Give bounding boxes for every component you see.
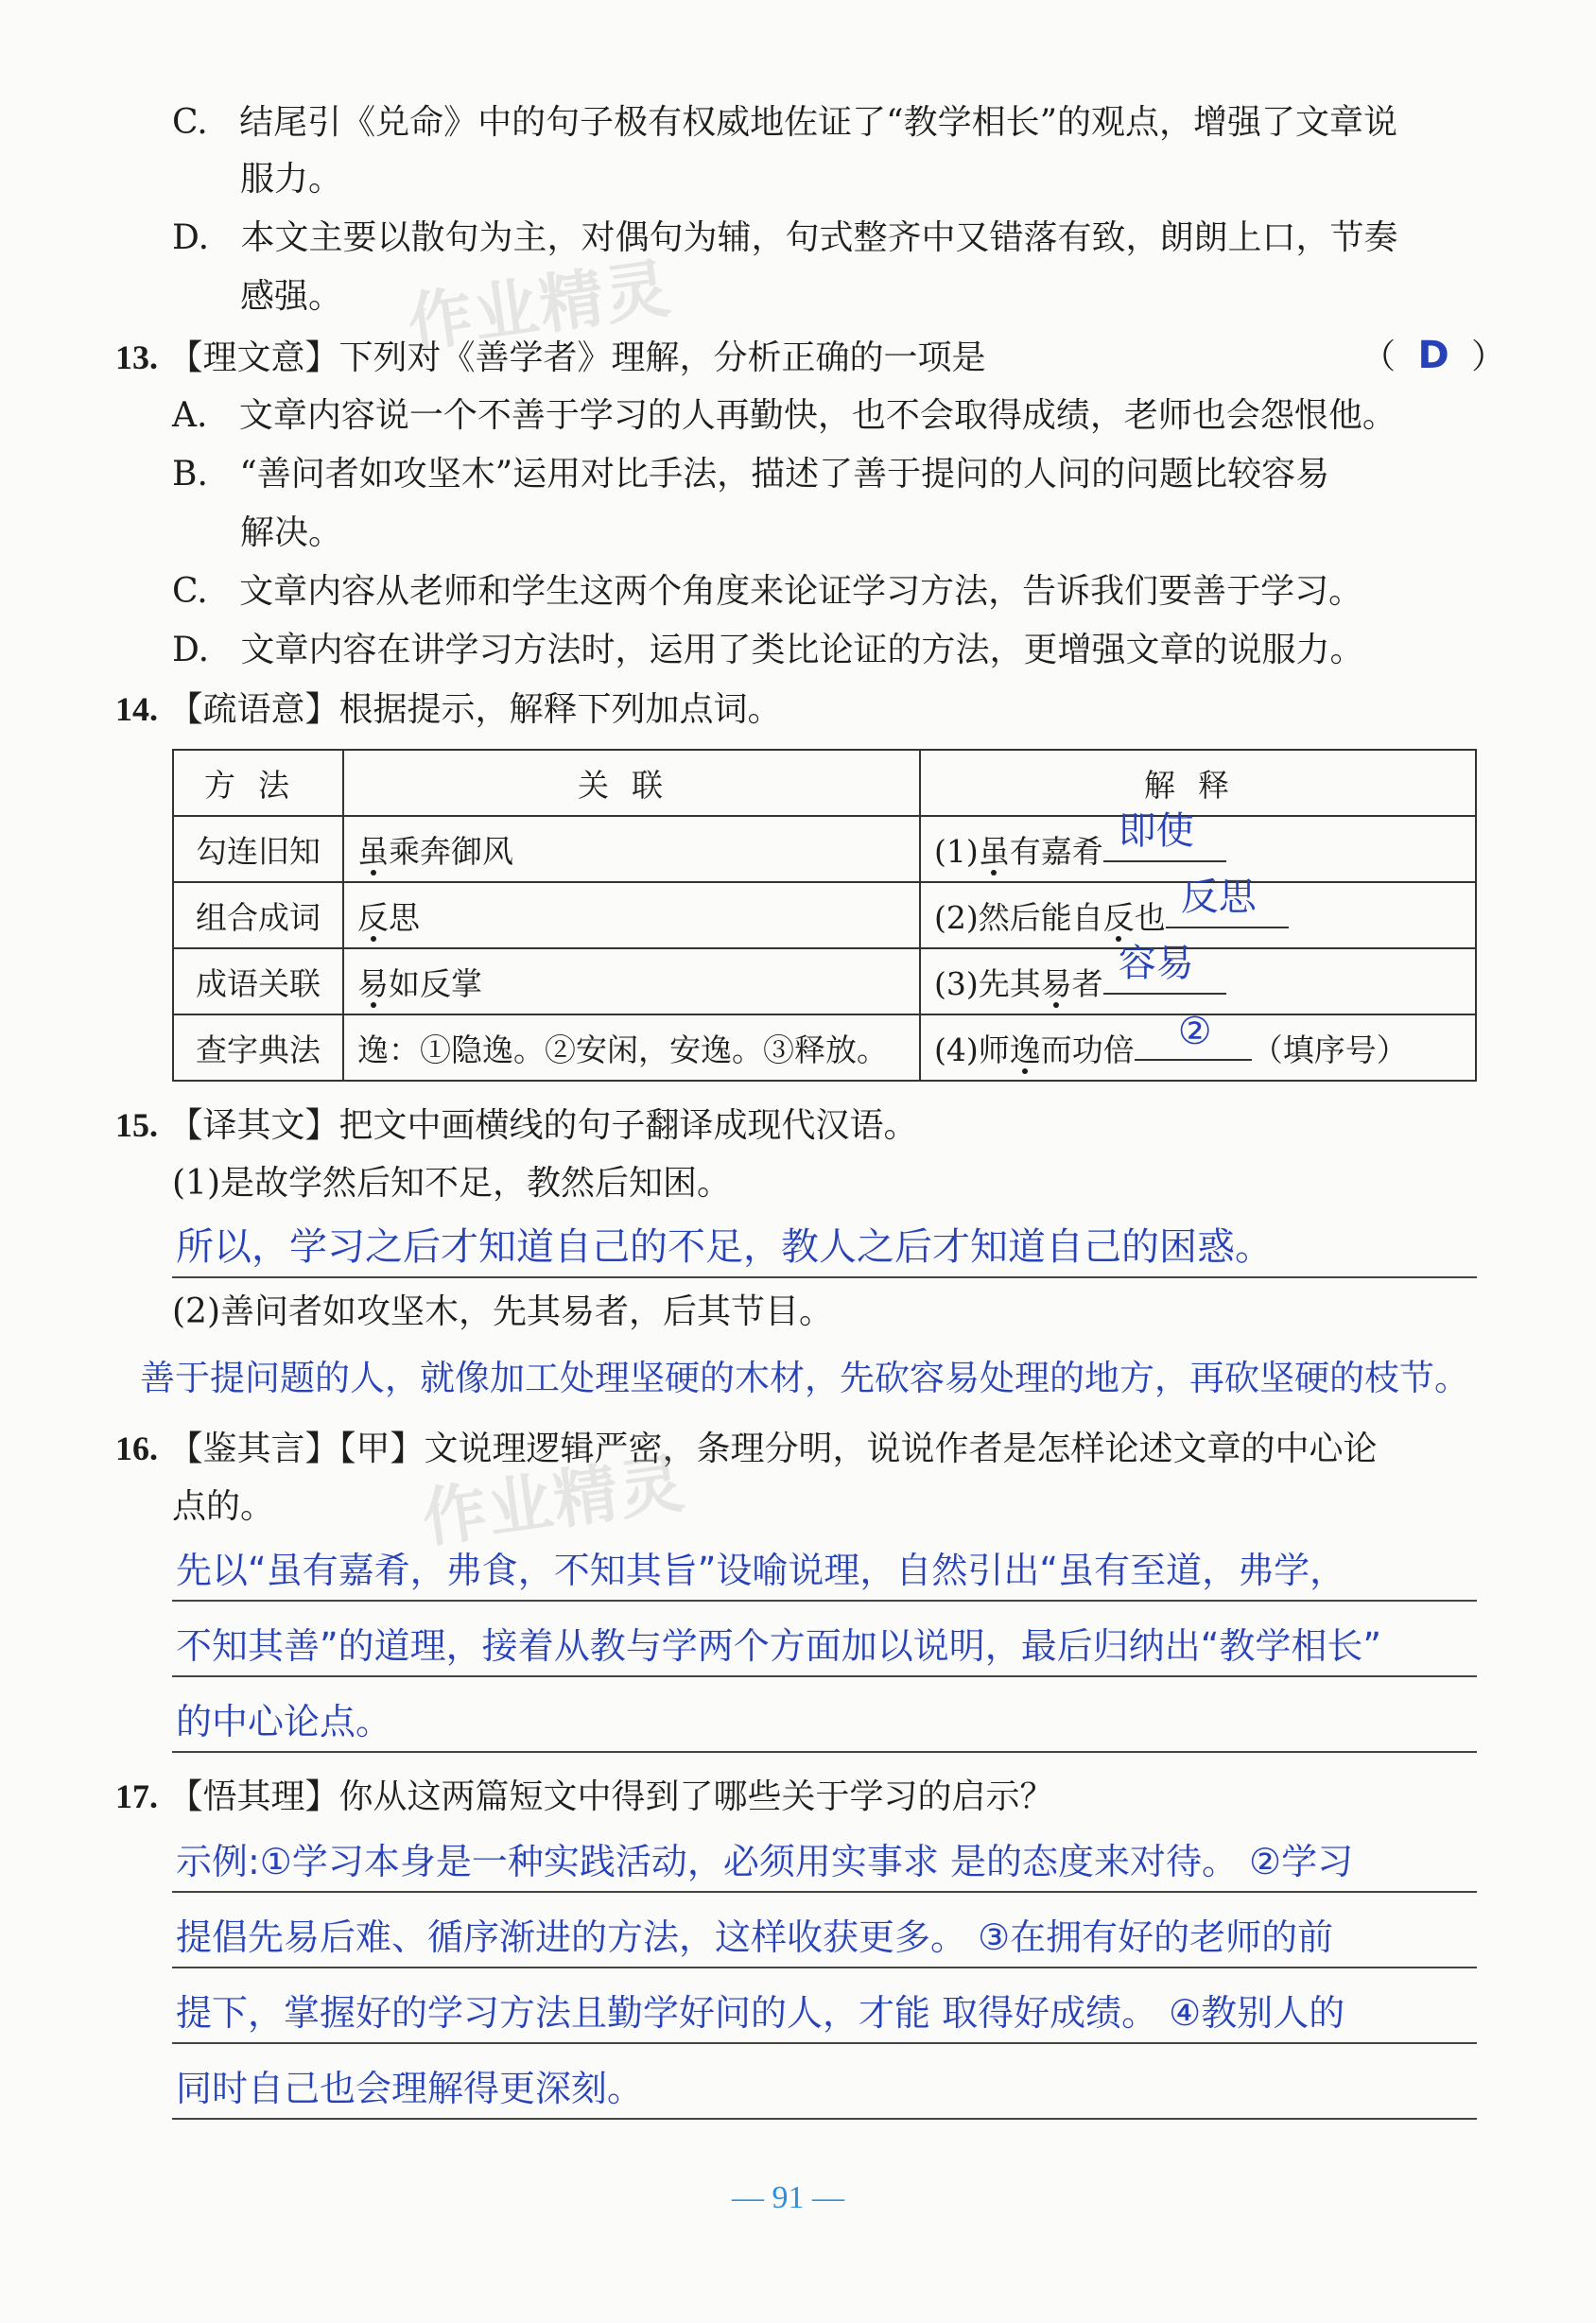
option-label: A. (172, 396, 208, 435)
explanation-suffix: 有嘉肴 (1009, 832, 1103, 870)
handwritten-answer: 反思 (1180, 875, 1257, 919)
handwritten-answer: 示例:①学习本身是一种实践活动，必须用实事求 是的态度来对待。 ②学习 (176, 1841, 1354, 1882)
question-number: 17. (115, 1777, 158, 1815)
dotted-char: 反 (1102, 898, 1135, 936)
explanation-suffix: 者 (1071, 964, 1103, 1002)
option-text-continued: 服力。 (240, 160, 343, 199)
q15-sentence-1: (1)是故学然后知不足，教然后知困。 (172, 1164, 731, 1203)
keyword-table (172, 749, 1477, 1082)
dotted-char: 易 (1040, 964, 1072, 1002)
method-cell: 成语关联 (173, 948, 343, 1014)
q13-answer-paren (1362, 335, 1505, 378)
option-label: D. (172, 631, 210, 669)
explanation-prefix: (3)先其 (934, 964, 1041, 1002)
relation-cell (343, 948, 920, 1014)
option-label: D. (172, 218, 210, 257)
question-number: 16. (115, 1430, 158, 1467)
question-text: 【理文意】下列对《善学者》理解，分析正确的一项是 (168, 338, 986, 377)
option-text: 文章内容从老师和学生这两个角度来论证学习方法，告诉我们要善于学习。 (239, 572, 1363, 611)
answer-blank (1166, 875, 1289, 928)
answer-blank (1103, 808, 1226, 862)
option-label: C. (172, 572, 208, 611)
dotted-char: 反 (357, 898, 389, 936)
dotted-char: 虽 (978, 832, 1010, 870)
relation-text: 如反掌 (389, 964, 482, 1002)
table-row (173, 816, 1476, 882)
q13-option-b (172, 454, 1329, 495)
question-text: 【鉴其言】【甲】文说理逻辑严密，条理分明，说说作者是怎样论述文章的中心论 (168, 1430, 1378, 1468)
method-cell: 查字典法 (173, 1014, 343, 1081)
explanation-suffix: 也 (1134, 898, 1166, 936)
answer-blank (1135, 1009, 1252, 1061)
explanation-prefix: (1) (934, 832, 979, 870)
handwritten-answer: 先以“虽有嘉肴，弗食，不知其旨”设喻说理，自然引出“虽有至道，弗学， (176, 1550, 1346, 1591)
table-row (173, 882, 1476, 948)
paren-close: ） (1471, 338, 1506, 376)
header-relation: 关联 (343, 750, 920, 816)
answer-line (172, 1967, 1477, 1968)
question-number: 13. (115, 338, 158, 376)
option-text: 文章内容说一个不善于学习的人再勤快，也不会取得成绩，老师也会怨恨他。 (238, 396, 1396, 435)
dotted-char: 逸 (1009, 1031, 1041, 1068)
explanation-prefix: (2)然后能自 (934, 898, 1103, 936)
q13-option-a (172, 395, 1396, 437)
handwritten-answer: 不知其善”的道理，接着从教与学两个方面加以说明，最后归纳出“教学相长” (176, 1625, 1382, 1667)
question-number: 14. (115, 690, 158, 728)
method-cell: 勾连旧知 (173, 816, 343, 882)
explanation-prefix: (4)师 (934, 1031, 1010, 1068)
q13-option-c (172, 571, 1362, 613)
relation-cell (343, 1014, 920, 1081)
question-number: 15. (115, 1106, 158, 1144)
fill-hint: （填序号） (1251, 1031, 1408, 1068)
answer-line (172, 1751, 1477, 1753)
q16-stem (115, 1428, 1377, 1470)
page-number: — 91 — (732, 2180, 844, 2215)
q17-stem (115, 1776, 1053, 1818)
q14-stem (115, 688, 781, 731)
table-header-row (173, 750, 1476, 816)
dotted-char: 易 (357, 964, 389, 1002)
header-method: 方法 (173, 750, 343, 816)
answer-line (172, 2042, 1477, 2044)
answer-line (172, 1276, 1477, 1278)
question-text: 【译其文】把文中画横线的句子翻译成现代汉语。 (168, 1106, 918, 1145)
question-text: 【疏语意】根据提示，解释下列加点词。 (168, 690, 782, 729)
q13-stem (115, 337, 985, 379)
watermark: 作业精灵 (417, 1446, 690, 1558)
relation-text: 乘奔御风 (389, 832, 513, 870)
method-cell: 组合成词 (173, 882, 343, 948)
option-label: B. (172, 455, 208, 494)
answer-line (172, 2118, 1477, 2120)
option-label: C. (172, 103, 208, 142)
header-explanation: 解释 (920, 750, 1476, 816)
table-row (173, 1014, 1476, 1081)
table-row (173, 948, 1476, 1014)
q15-stem (115, 1104, 917, 1147)
option-text-continued: 解决。 (240, 513, 343, 552)
q13-option-d (172, 630, 1364, 671)
handwritten-answer: 同时自己也会理解得更深刻。 (176, 2068, 644, 2109)
relation-text: 逸：①隐逸。②安闲，安逸。③释放。 (357, 1031, 888, 1068)
answer-line (172, 1675, 1477, 1677)
option-text: 本文主要以散句为主，对偶句为辅，句式整齐中又错落有致，朗朗上口，节奏 (240, 218, 1398, 257)
option-text: 文章内容在讲学习方法时，运用了类比论证的方法，更增强文章的说服力。 (240, 631, 1364, 669)
handwritten-answer: 善于提问题的人，就像加工处理坚硬的木材，先砍容易处理的地方，再砍坚硬的枝节。 (140, 1358, 1469, 1398)
paren-open: （ (1362, 338, 1396, 376)
option-text-continued: 感强。 (240, 277, 343, 316)
explanation-cell (920, 875, 1476, 948)
option-text: “善问者如攻坚木”运用对比手法，描述了善于提问的人问的问题比较容易 (239, 455, 1330, 494)
question-text: 【悟其理】你从这两篇短文中得到了哪些关于学习的启示？ (168, 1777, 1054, 1816)
watermark: 作业精灵 (403, 251, 676, 363)
explanation-cell (920, 941, 1476, 1014)
handwritten-answer: 提倡先易后难、循序渐进的方法，这样收获更多。 ③在拥有好的老师的前 (176, 1916, 1334, 1958)
handwritten-answer: 容易 (1118, 941, 1194, 985)
q12-option-c (172, 102, 1397, 144)
relation-text: 思 (389, 898, 420, 936)
handwritten-answer: 提下，掌握好的学习方法且勤学好问的人，才能 取得好成绩。 ④教别人的 (176, 1992, 1345, 2034)
handwritten-answer: D (1417, 334, 1449, 377)
handwritten-answer: 即使 (1118, 808, 1194, 853)
handwritten-answer: 的中心论点。 (176, 1701, 392, 1742)
explanation-cell (920, 1009, 1476, 1081)
q15-sentence-2: (2)善问者如攻坚木，先其易者，后其节目。 (172, 1292, 833, 1331)
relation-cell (343, 816, 920, 882)
handwritten-answer: ② (1177, 1009, 1212, 1053)
handwritten-answer: 所以，学习之后才知道自己的不足，教人之后才知道自己的困惑。 (176, 1225, 1273, 1269)
dotted-char: 虽 (357, 832, 389, 870)
question-text-continued: 点的。 (172, 1487, 275, 1526)
answer-line (172, 1891, 1477, 1893)
q12-option-d (172, 217, 1398, 259)
answer-line (172, 1600, 1477, 1602)
relation-cell (343, 882, 920, 948)
explanation-suffix: 而功倍 (1040, 1031, 1135, 1068)
answer-blank (1103, 941, 1226, 995)
option-text: 结尾引《兑命》中的句子极有权威地佐证了“教学相长”的观点，增强了文章说 (239, 103, 1397, 142)
